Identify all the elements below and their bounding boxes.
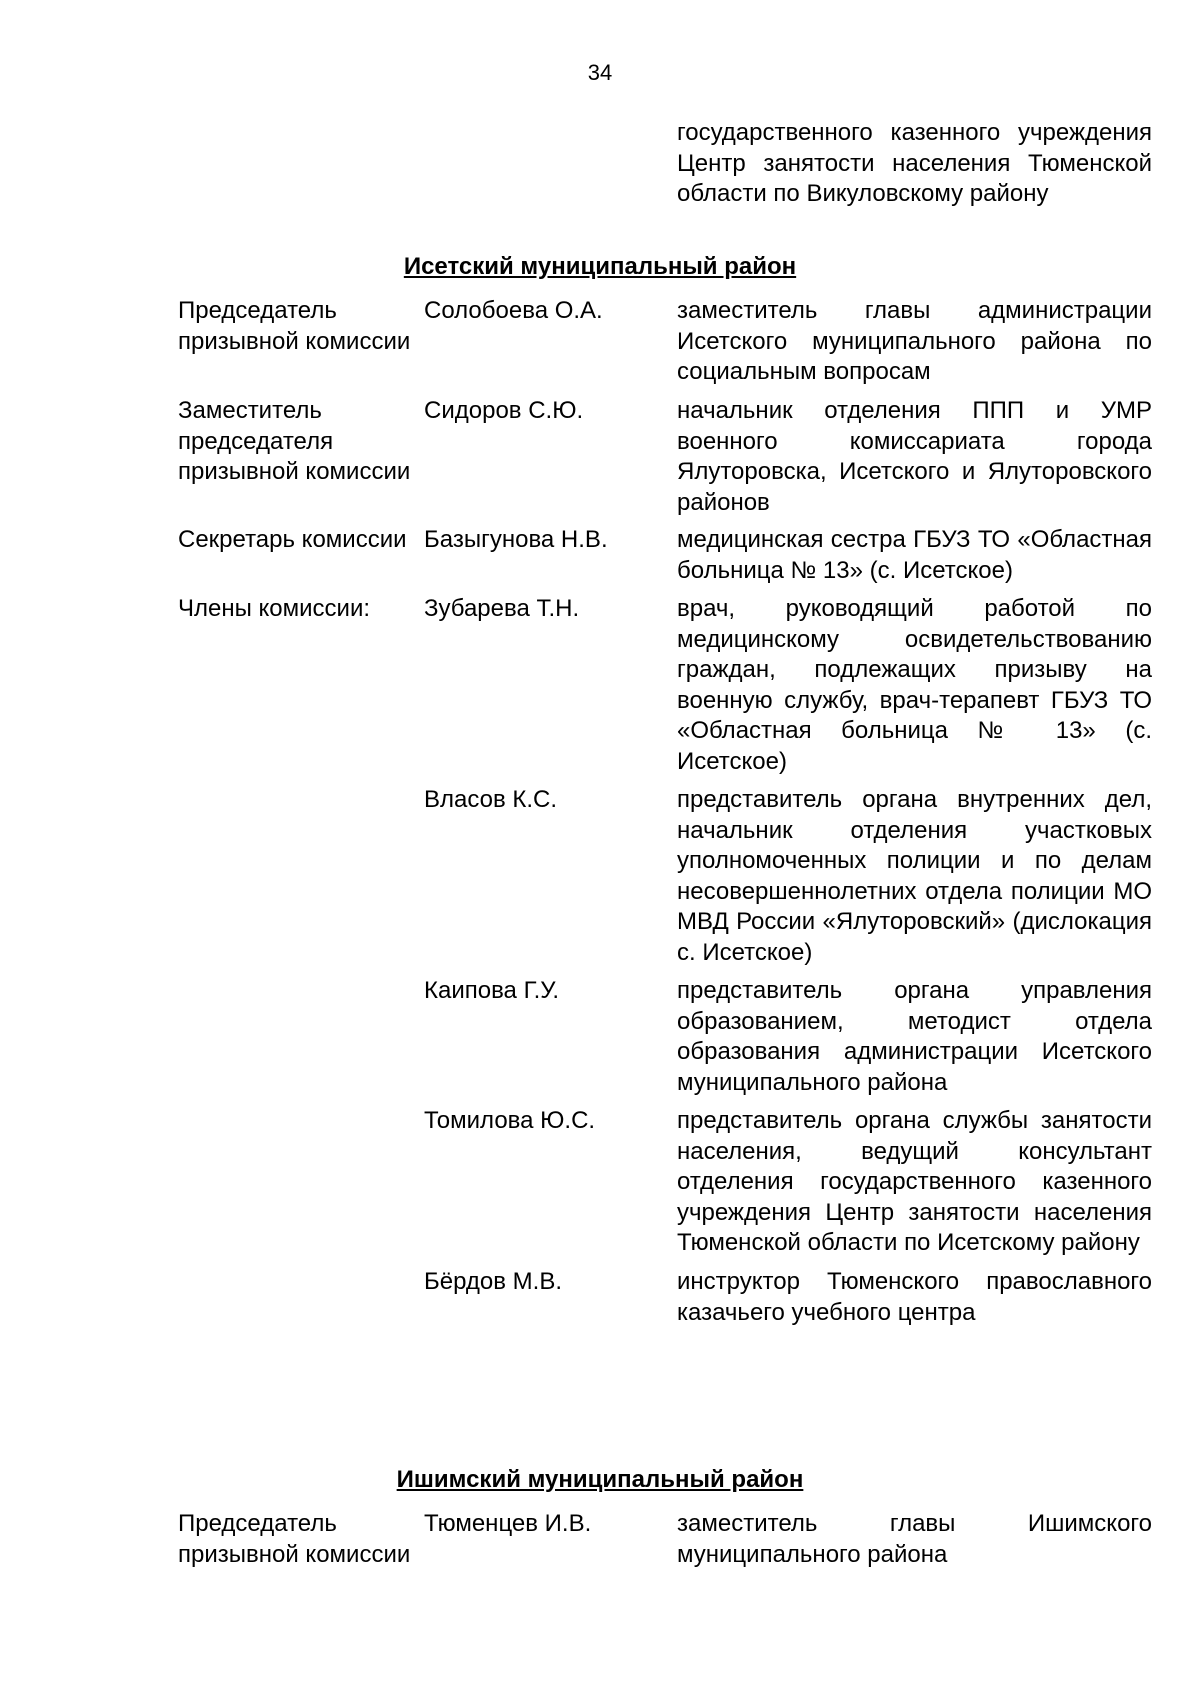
section-heading: Ишимский муниципальный район (396, 1466, 804, 1493)
table-row (0, 594, 1200, 777)
position-text: начальник отделения ППП и УМР военного комиссариата города Ялуторовска, Исетского и Ялуторовского районов (677, 397, 1152, 516)
table-row (0, 976, 1200, 1098)
role-text: Члены комиссии: (178, 595, 371, 622)
name-text: Каипова Г.У. (424, 977, 560, 1004)
name-text: Бёрдов М.В. (424, 1268, 562, 1295)
position-text: представитель органа службы занятости населения, ведущий консультант отделения государственного казенного учреждения Центр занятости населения Тюменской области по Исетскому району (677, 1107, 1152, 1256)
name-text: Власов К.С. (424, 786, 558, 813)
position-text: заместитель главы Ишимского муниципального района (677, 1510, 1152, 1568)
section-ishimsky (0, 1509, 1200, 1570)
section-isetsky (0, 296, 1200, 1328)
continuation-block (0, 118, 1200, 210)
name-text: Зубарева Т.Н. (424, 595, 580, 622)
position-text: государственного казенного учреждения Центр занятости населения Тюменской области по Викуловскому району (677, 119, 1152, 207)
position-text: представитель органа внутренних дел, начальник отделения участковых уполномоченных полиции и по делам несовершеннолетних отдела полиции МО МВД России «Ялуторовский» (дислокация с. Исетское) (677, 786, 1152, 966)
position-text: врач, руководящий работой по медицинскому освидетельствованию граждан, подлежащих призыву на военную службу, врач-терапевт ГБУЗ ТО «Областная больница № 13» (с. Исетское) (677, 595, 1152, 775)
table-row (0, 785, 1200, 968)
position-text: представитель органа управления образованием, методист отдела образования администрации Исетского муниципального района (677, 977, 1152, 1096)
name-text: Солобоева О.А. (424, 297, 603, 324)
role-text: Секретарь комиссии (178, 526, 407, 553)
name-text: Базыгунова Н.В. (424, 526, 608, 553)
name-text: Сидоров С.Ю. (424, 397, 584, 424)
table-row (0, 1509, 1200, 1570)
role-text: Заместитель председателя призывной комиссии (178, 397, 411, 485)
name-text: Томилова Ю.С. (424, 1107, 596, 1134)
page-number: 34 (587, 60, 613, 85)
section-heading: Исетский муниципальный район (403, 253, 797, 280)
table-row (0, 396, 1200, 518)
position-text: инструктор Тюменского православного казачьего учебного центра (677, 1268, 1152, 1326)
table-row (0, 1106, 1200, 1259)
position-text: медицинская сестра ГБУЗ ТО «Областная больница № 13» (с. Исетское) (677, 526, 1152, 584)
table-row (0, 296, 1200, 388)
position-text: заместитель главы администрации Исетского муниципального района по социальным вопросам (677, 297, 1152, 385)
role-text: Председатель призывной комиссии (178, 1510, 411, 1568)
name-text: Тюменцев И.В. (424, 1510, 592, 1537)
role-text: Председатель призывной комиссии (178, 297, 411, 355)
table-row (0, 1267, 1200, 1328)
table-row (0, 525, 1200, 586)
table-row (0, 118, 1200, 210)
